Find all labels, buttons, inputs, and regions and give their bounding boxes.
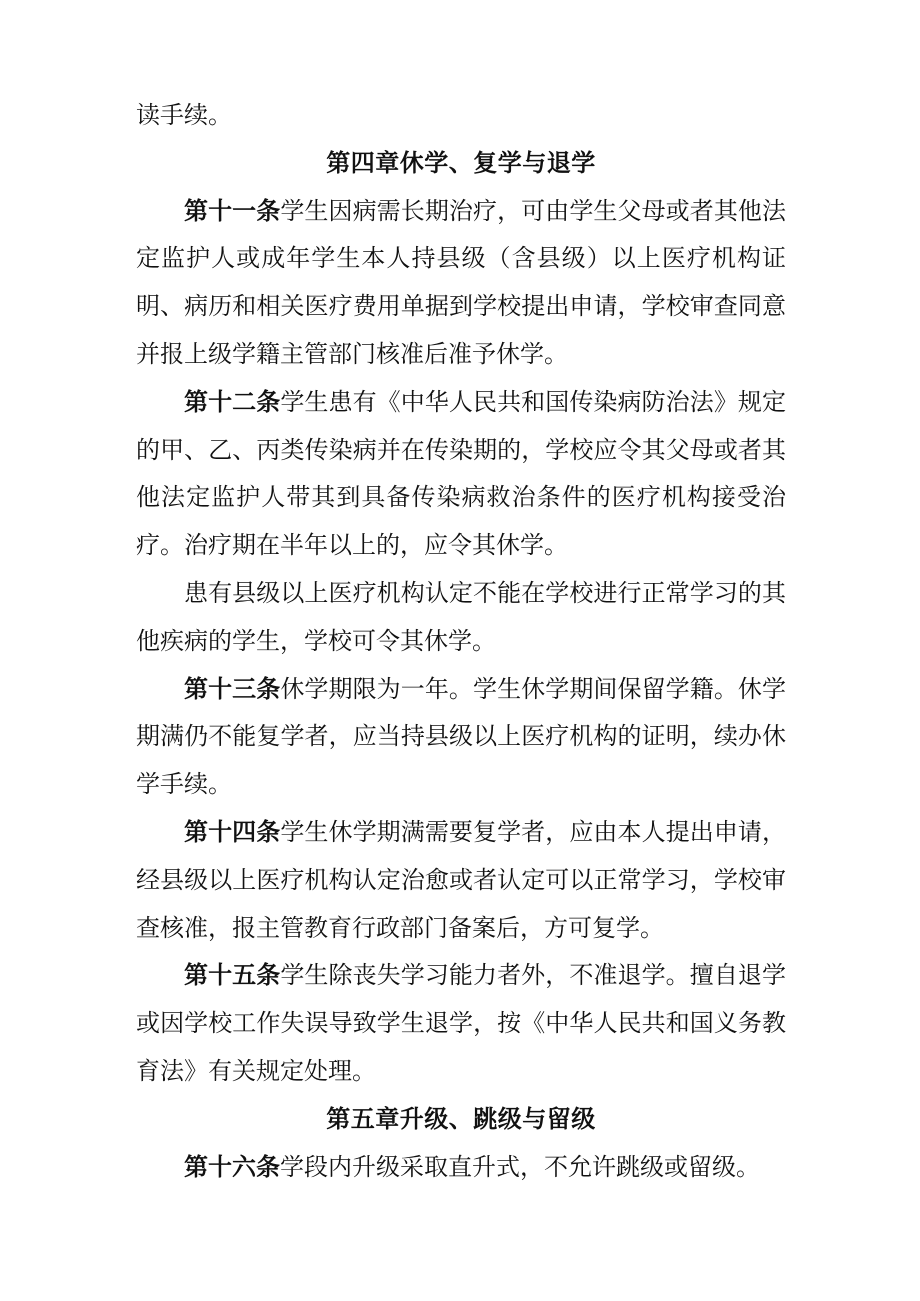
article-11-number: 第十一条 bbox=[184, 196, 281, 225]
article-11-text: 学生因病需长期治疗，可由学生父母或者其他法定监护人或成年学生本人持县级（含县级）以上医疗机构证明、病历和相关医疗费用单据到学校提出申请，学校审查同意并报上级学籍主管部门核准后准予休学。 bbox=[136, 196, 787, 368]
article-12-text: 学生患有《中华人民共和国传染病防治法》规定的甲、乙、丙类传染病并在传染期的，学校应令其父母或者其他法定监护人带其到具备传染病救治条件的医疗机构接受治疗。治疗期在半年以上的，应令其休学。 bbox=[136, 387, 787, 560]
document-page bbox=[136, 92, 786, 1191]
article-13-number: 第十三条 bbox=[184, 674, 281, 703]
article-16 bbox=[136, 1144, 786, 1192]
article-14-text: 学生休学期满需要复学者，应由本人提出申请，经县级以上医疗机构认定治愈或者认定可以正常学习，学校审查核准，报主管教育行政部门备案后，方可复学。 bbox=[136, 817, 787, 942]
article-15 bbox=[136, 952, 786, 1095]
chapter-5-title: 第五章升级、跳级与留级 bbox=[326, 1104, 596, 1133]
article-13 bbox=[136, 666, 786, 809]
article-15-text: 学生除丧失学习能力者外，不准退学。擅自退学或因学校工作失误导致学生退学，按《中华人民共和国义务教育法》有关规定处理。 bbox=[136, 961, 787, 1085]
article-13-text: 休学期限为一年。学生休学期间保留学籍。休学期满仍不能复学者，应当持县级以上医疗机构的证明，续办休学手续。 bbox=[136, 674, 787, 799]
article-16-number: 第十六条 bbox=[184, 1152, 280, 1181]
article-15-number: 第十五条 bbox=[184, 961, 281, 990]
continued-text: 读手续。 bbox=[136, 101, 232, 129]
article-11 bbox=[136, 188, 786, 379]
chapter-4-title: 第四章休学、复学与退学 bbox=[326, 148, 596, 177]
article-16-text: 学段内升级采取直升式，不允许跳级或留级。 bbox=[280, 1152, 760, 1181]
article-14 bbox=[136, 809, 786, 952]
article-12 bbox=[136, 379, 786, 570]
article-12-number: 第十二条 bbox=[184, 387, 281, 416]
article-12-paragraph-2-text: 患有县级以上医疗机构认定不能在学校进行正常学习的其他疾病的学生，学校可令其休学。 bbox=[136, 578, 786, 655]
article-12-paragraph-2 bbox=[136, 570, 786, 666]
article-14-number: 第十四条 bbox=[184, 817, 281, 846]
